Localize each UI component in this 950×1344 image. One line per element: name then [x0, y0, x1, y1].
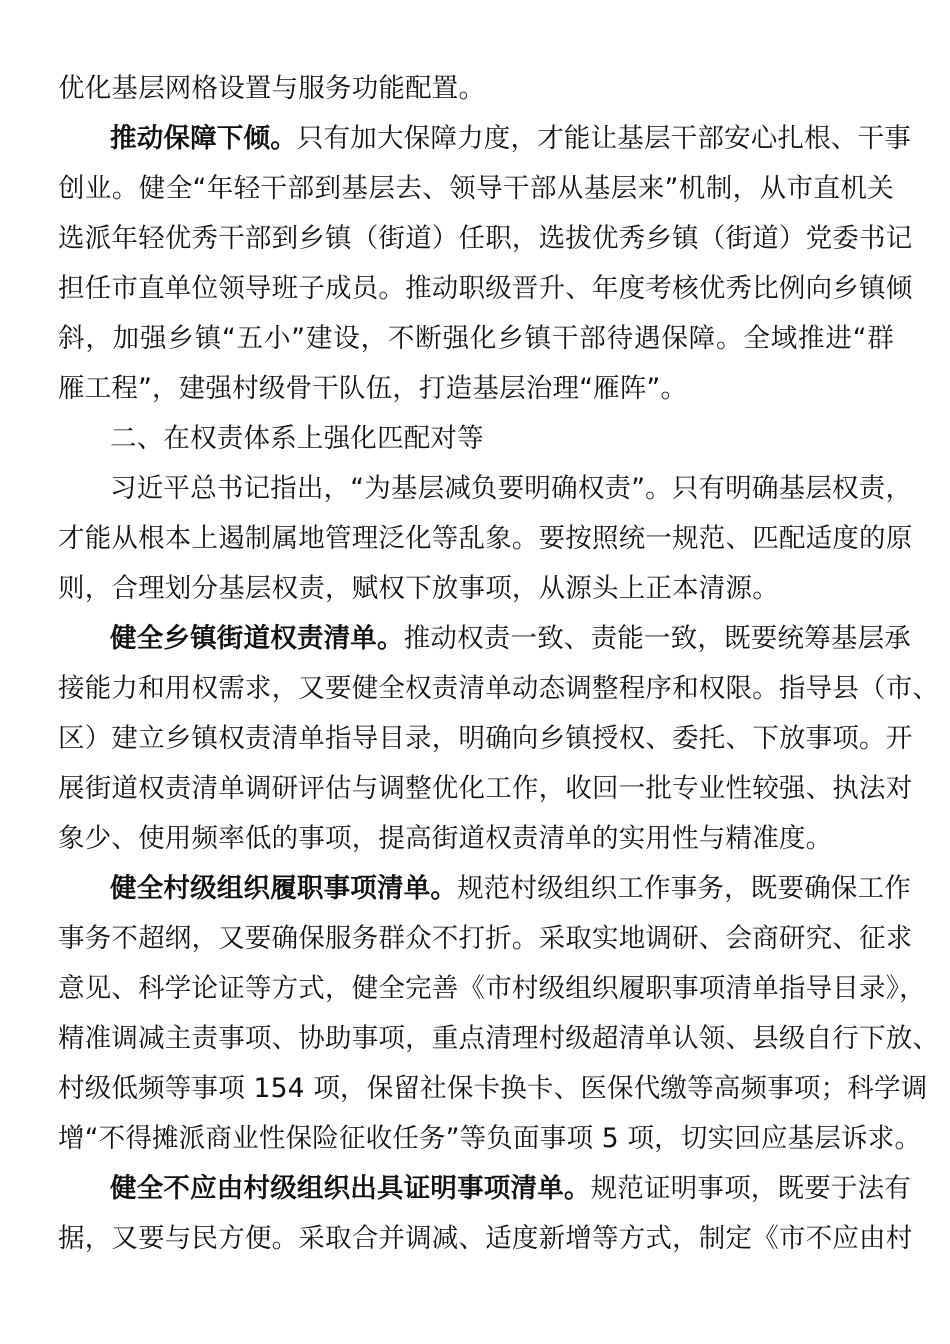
line-text: 雁工程”，建强村级骨干队伍，打造基层治理“雁阵”。 [58, 373, 688, 404]
line-text: 担任市直单位领导班子成员。推动职级晋升、年度考核优秀比例向乡镇倾 [58, 273, 913, 304]
text-line [58, 564, 894, 614]
text-line [58, 914, 913, 964]
line-text: 象少、使用频率低的事项，提高街道权责清单的实用性与精准度。 [58, 823, 833, 854]
text-line [58, 164, 894, 214]
paragraph-lead: 健全不应由村级组织出具证明事项清单。 [110, 1173, 591, 1204]
text-line [58, 664, 940, 714]
line-text: 习近平总书记指出，“为基层减负要明确权责”。只有明确基层权责， [110, 473, 913, 504]
text-line [58, 814, 894, 864]
text-line [58, 64, 894, 114]
text-line [58, 364, 894, 414]
text-line [58, 1214, 913, 1264]
line-text: 精准调减主责事项、协助事项，重点清理村级超清单认领、县级自行下放、 [58, 1023, 940, 1054]
line-text: 村级低频等事项 154 项，保留社保卡换卡、医保代缴等高频事项；科学调 [58, 1073, 928, 1104]
line-text: 才能从根本上遏制属地管理泛化等乱象。要按照统一规范、匹配适度的原 [58, 523, 913, 554]
text-line [58, 514, 913, 564]
line-text: 事务不超纲，又要确保服务群众不打折。采取实地调研、会商研究、征求 [58, 923, 913, 954]
text-line [58, 1064, 928, 1114]
text-line [58, 764, 913, 814]
paragraph-lead: 健全乡镇街道权责清单。 [110, 623, 404, 654]
line-text: 区）建立乡镇权责清单指导目录，明确向乡镇授权、委托、下放事项。开 [58, 723, 913, 754]
line-text: 意见、科学论证等方式，健全完善《市村级组织履职事项清单指导目录》， [58, 973, 926, 1004]
text-line [110, 1164, 912, 1214]
text-line [58, 964, 926, 1014]
line-text: 接能力和用权需求，又要健全权责清单动态调整程序和权限。指导县（市、 [58, 673, 940, 704]
text-line [110, 614, 912, 664]
line-text: 斜，加强乡镇“五小”建设，不断强化乡镇干部待遇保障。全域推进“群 [58, 323, 894, 354]
line-text: 推动权责一致、责能一致，既要统筹基层承 [403, 623, 912, 654]
section-heading [110, 414, 894, 464]
heading-text: 二、在权责体系上强化匹配对等 [110, 423, 484, 454]
paragraph-lead: 健全村级组织履职事项清单。 [110, 873, 458, 904]
line-text: 展街道权责清单调研评估与调整优化工作，收回一批专业性较强、执法对 [58, 773, 913, 804]
text-line [58, 314, 894, 364]
line-text: 规范村级组织工作事务，既要确保工作 [457, 873, 912, 904]
line-text: 规范证明事项，既要于法有 [590, 1173, 912, 1204]
line-text: 选派年轻优秀干部到乡镇（街道）任职，选拔优秀乡镇（街道）党委书记 [58, 223, 913, 254]
text-line [110, 114, 912, 164]
text-line [58, 264, 913, 314]
text-line [58, 1014, 940, 1064]
text-line [110, 864, 912, 914]
line-text: 优化基层网格设置与服务功能配置。 [58, 73, 486, 104]
text-line [58, 1114, 922, 1164]
line-text: 增“不得摊派商业性保险征收任务”等负面事项 5 项，切实回应基层诉求。 [58, 1123, 922, 1154]
text-line [110, 464, 913, 514]
text-line [58, 214, 913, 264]
paragraph-lead: 推动保障下倾。 [110, 123, 297, 154]
line-text: 创业。健全“年轻干部到基层去、领导干部从基层来”机制，从市直机关 [58, 173, 894, 204]
text-line [58, 714, 913, 764]
line-text: 则，合理划分基层权责，赋权下放事项，从源头上正本清源。 [58, 573, 779, 604]
line-text: 只有加大保障力度，才能让基层干部安心扎根、干事 [296, 123, 912, 154]
line-text: 据，又要与民方便。采取合并调减、适度新增等方式，制定《市不应由村 [58, 1223, 913, 1254]
